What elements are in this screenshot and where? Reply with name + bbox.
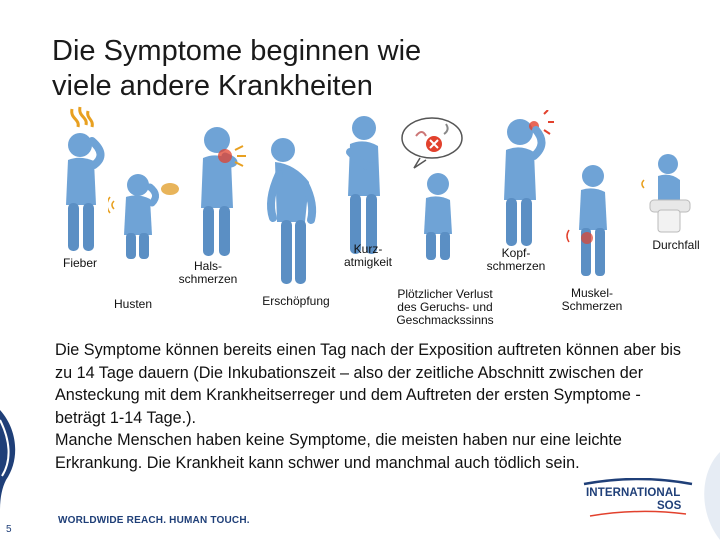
label-durchfall-text: Durchfall bbox=[652, 238, 700, 252]
paragraph-incubation: Die Symptome können bereits einen Tag nach der Exposition auftreten können aber bis zu 14 Tage dauern (Die Inkubationszeit – also der zeitliche Abschnitt zwischen der Ansteckung mit dem Krankheitserreger und dem Auftreten der ersten Symptome - beträgt 1-14 Tage.). bbox=[55, 341, 682, 427]
body-text bbox=[55, 339, 695, 474]
label-durchfall bbox=[638, 239, 714, 252]
label-muskel-line1: Muskel- bbox=[570, 286, 613, 300]
shortness-of-breath-figure-icon bbox=[330, 110, 400, 260]
logo-line-2: SOS bbox=[657, 500, 682, 512]
label-hals-line2: schmerzen bbox=[178, 272, 238, 286]
loss-of-smell-taste-figure-icon bbox=[398, 112, 478, 262]
footer-tagline: WORLDWIDE REACH. HUMAN TOUCH. bbox=[58, 515, 250, 526]
title-line-1: Die Symptome beginnen wie bbox=[52, 35, 422, 67]
label-fieber bbox=[52, 257, 108, 270]
label-kopf-line2: schmerzen bbox=[486, 259, 546, 273]
label-kopf-line1: Kopf- bbox=[501, 246, 531, 260]
label-muskel-line2: Schmerzen bbox=[561, 299, 623, 313]
muscle-pain-figure-icon bbox=[565, 160, 625, 280]
diarrhea-figure-icon bbox=[638, 150, 708, 235]
label-kurzatmigkeit bbox=[326, 243, 410, 269]
label-fieber-text: Fieber bbox=[62, 256, 97, 270]
label-hals-line1: Hals- bbox=[193, 259, 222, 273]
label-kopfschmerzen bbox=[474, 247, 558, 273]
corner-decoration bbox=[690, 452, 720, 540]
sore-throat-figure-icon bbox=[185, 118, 255, 260]
page-number: 5 bbox=[6, 524, 12, 535]
label-erschoepfung bbox=[246, 295, 346, 308]
company-logo bbox=[582, 478, 694, 518]
headache-figure-icon bbox=[490, 110, 570, 250]
fatigue-figure-icon bbox=[255, 130, 335, 290]
title-line-2: viele andere Krankheiten bbox=[52, 70, 373, 102]
label-kurz-line1: Kurz- bbox=[353, 242, 383, 256]
label-husten-text: Husten bbox=[113, 297, 153, 311]
label-halsschmerzen bbox=[168, 260, 248, 286]
label-husten bbox=[100, 298, 166, 311]
label-kurz-line2: atmigkeit bbox=[343, 255, 393, 269]
label-verlust-line3: Geschmackssinns bbox=[396, 313, 494, 327]
label-geruch-geschmack bbox=[372, 288, 518, 327]
logo-line-1: INTERNATIONAL bbox=[586, 487, 681, 499]
wave-decoration bbox=[0, 410, 26, 510]
paragraph-severity: Manche Menschen haben keine Symptome, die meisten haben nur eine leichte Erkrankung. Die Krankheit kann schwer und manchmal auch tödlich sein. bbox=[55, 431, 622, 472]
cough-figure-icon bbox=[108, 165, 188, 260]
slide-title bbox=[52, 34, 612, 104]
label-muskelschmerzen bbox=[548, 287, 636, 313]
left-decor-bar bbox=[0, 0, 26, 540]
label-erschoepfung-text: Erschöpfung bbox=[262, 294, 330, 308]
label-verlust-line2: des Geruchs- und bbox=[397, 300, 493, 314]
label-verlust-line1: Plötzlicher Verlust bbox=[397, 287, 493, 301]
